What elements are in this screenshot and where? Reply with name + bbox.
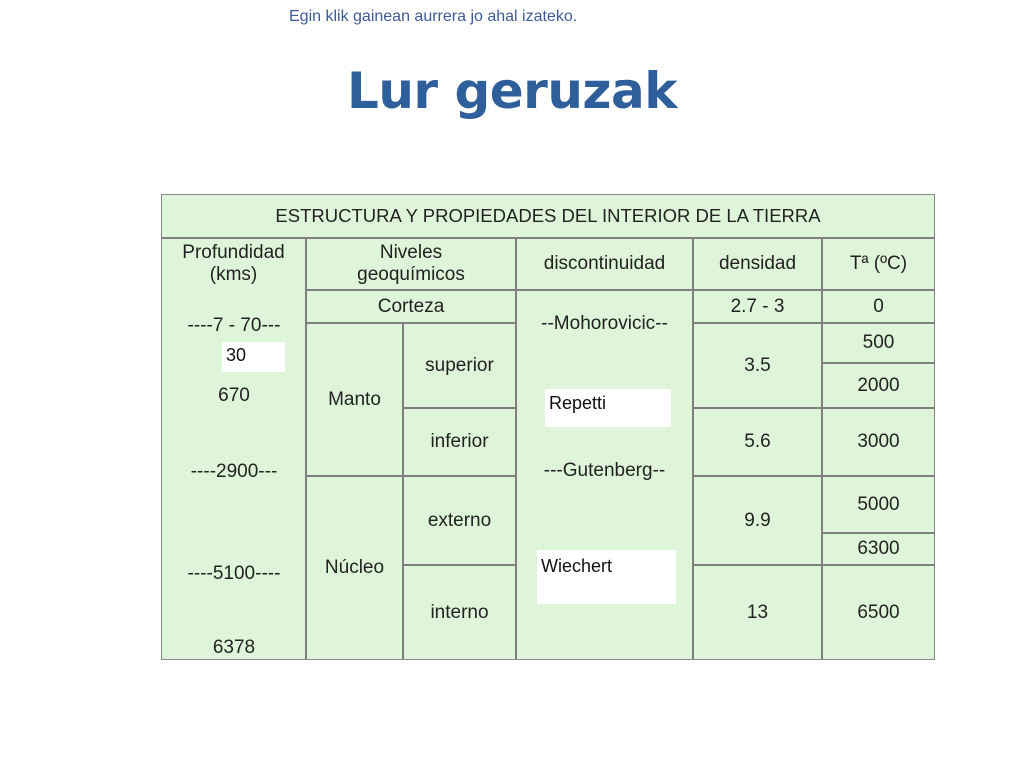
header-levels-line2: geoquímicos <box>357 264 465 285</box>
layer-mantle: Manto <box>328 388 381 410</box>
discontinuity-repetti: Repetti <box>549 393 607 413</box>
depth-2900: ----2900--- <box>190 461 278 482</box>
discontinuity-repetti-box <box>545 389 671 427</box>
depth-30: 30 <box>226 345 247 365</box>
layer-mantle-lower: inferior <box>430 431 489 452</box>
header-density: densidad <box>718 253 797 274</box>
discontinuity-moho: --Mohorovicic-- <box>541 313 668 334</box>
header-depth-line1: Profundidad <box>182 242 285 263</box>
depth-moho: ----7 - 70--- <box>187 315 281 336</box>
layer-core: Núcleo <box>324 557 385 578</box>
temperature-6300: 6300 <box>857 538 900 559</box>
temperature-6500: 6500 <box>857 601 900 623</box>
depth-6378: 6378 <box>212 637 256 658</box>
density-outer-core: 9.9 <box>744 509 771 531</box>
header-depth <box>162 239 305 289</box>
header-levels <box>307 239 515 289</box>
layer-crust: Corteza <box>377 295 445 317</box>
temperature-crust: 0 <box>873 295 884 317</box>
discontinuity-wiechert-box <box>537 550 676 604</box>
temperature-5000: 5000 <box>857 493 900 515</box>
header-depth-line2: (kms) <box>209 264 258 285</box>
table-divider <box>515 237 517 659</box>
temperature-500: 500 <box>862 332 895 353</box>
header-discontinuity: discontinuidad <box>543 253 666 274</box>
depth-670: 670 <box>218 385 250 406</box>
earth-structure-table <box>161 194 935 660</box>
density-lower-mantle: 5.6 <box>744 431 771 452</box>
temperature-3000: 3000 <box>857 431 900 452</box>
header-levels-line1: Niveles <box>379 242 443 263</box>
navigation-hint: Egin klik gainean aurrera jo ahal izateko. <box>289 8 578 25</box>
page-title: Lur geruzak <box>346 62 678 120</box>
layer-mantle-upper: superior <box>425 354 494 376</box>
discontinuity-gutenberg: ---Gutenberg-- <box>543 460 666 481</box>
table-caption: ESTRUCTURA Y PROPIEDADES DEL INTERIOR DE LA TIERRA <box>275 205 821 226</box>
depth-5100: ----5100---- <box>187 563 281 584</box>
discontinuity-wiechert: Wiechert <box>541 556 613 576</box>
layer-core-inner: interno <box>430 601 489 623</box>
density-upper-mantle: 3.5 <box>744 354 771 376</box>
density-crust: 2.7 - 3 <box>730 295 785 317</box>
depth-30-box <box>222 342 285 372</box>
density-inner-core: 13 <box>746 601 769 623</box>
header-temperature: Tª (ºC) <box>849 253 908 274</box>
temperature-2000: 2000 <box>857 374 900 396</box>
layer-core-outer: externo <box>427 509 492 531</box>
